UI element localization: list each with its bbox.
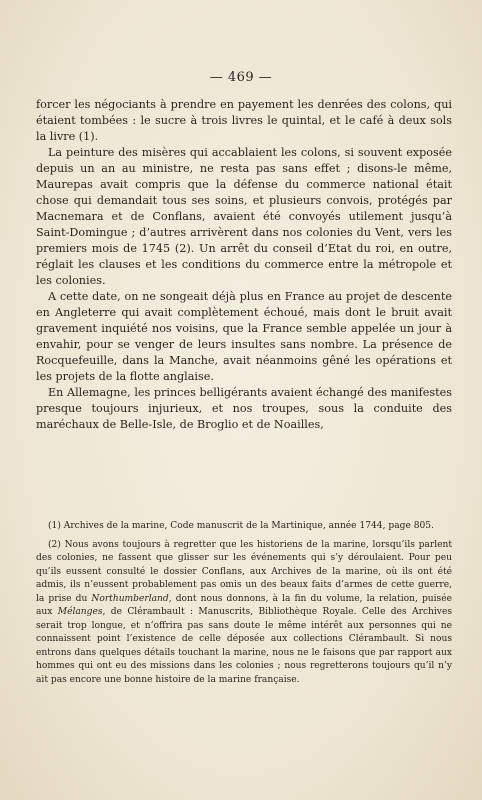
- footnotes: [36, 520, 452, 687]
- page-number: — 469 —: [209, 70, 273, 85]
- paragraph-continuation: forcer les négociants à prendre en payement les denrées des colons, qui étaient tombées : le sucre à trois livres le quintal, et le café à deux sols la livre (1).: [36, 98, 452, 143]
- footnote-2-text: , dont nous donnons, à la fin du volume, la relation, puisée aux: [36, 593, 452, 617]
- paragraph-england-landing: A cette date, on ne songeait déjà plus en France au projet de descente en Angleterre qui avait complètement échoué, mais dont le bruit avait gravement inquiété nos voisins, que la France semble appelée un jour à envahir, pour se venger de leurs insultes sans nombre. La présence de Rocquefeuille, dans la Manche, avait néanmoins gêné les opérations et les projets de la flotte anglaise.: [36, 290, 452, 383]
- footnote-2: [36, 539, 452, 688]
- paragraph-colonists-misery: La peinture des misères qui accablaient les colons, si souvent exposée depuis un an au ministre, ne resta pas sans effet ; disons-le même, Maurepas avait compris que la défense du commerce national était chose qui demandait tous ses soins, et plusieurs convois, protégés par Macnemara et de Conflans, avaient été convoyés utilement jusqu’à Saint-Domingue ; d’autres arrivèrent dans nos colonies du Vent, vers les premiers mois de 1745 (2). Un arrêt du conseil d’Etat du roi, en outre, réglait les clauses et les conditions du commerce entre la métropole et les colonies.: [36, 146, 452, 287]
- footnote-2-ship-name: Northumberland: [91, 593, 169, 604]
- footnote-2-text: (2) Nous avons toujours à regretter que les historiens de la marine, lorsqu’ils parlent des colonies, ne fassent que glisser sur les événements qui s’y déroulaient. Pour peu qu’ils eussent consulté le dossier Conflans, aux Archives de la marine, où ils ont été admis, ils n’eussent probablement pas omis un des beaux faits d’armes de cette guerre, la prise du: [36, 539, 452, 604]
- paragraph-germany: En Allemagne, les princes belligérants avaient échangé des manifestes presque toujours injurieux, et nos troupes, sous la conduite des maréchaux de Belle-Isle, de Broglio et de Noailles,: [36, 386, 452, 431]
- footnote-2-source-title: Mélanges: [57, 607, 103, 617]
- footnote-2-text: , de Clérambault : Manuscrits, Bibliothèque Royale. Celle des Archives serait trop longue, et n’offrira pas sans doute le même intérêt aux personnes qui ne connaissent point l’existence de celle déposée aux collections Clérambault. Si nous entrons dans quelques détails touchant la marine, nous ne le faisons que par rapport aux hommes qui ont eu des missions dans les colonies ; nous regretterons toujours qu’il n’y ait pas encore une bonne histoire de la marine française.: [36, 607, 452, 685]
- body-text: [36, 97, 452, 433]
- footnote-1: (1) Archives de la marine, Code manuscrit de la Martinique, année 1744, page 805.: [48, 521, 434, 531]
